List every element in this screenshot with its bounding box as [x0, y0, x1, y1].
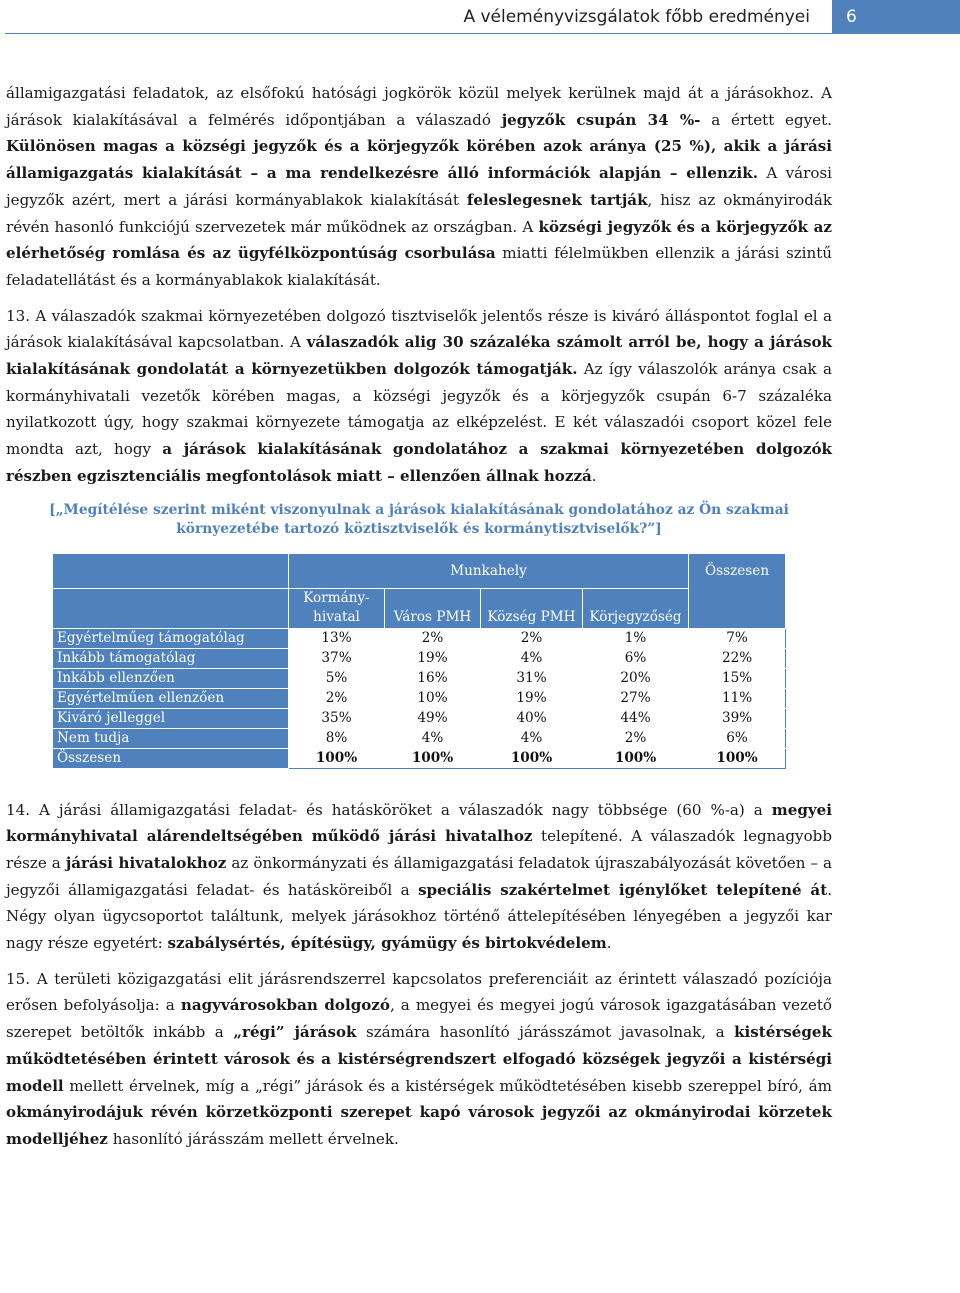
row-label: Összesen [53, 748, 289, 768]
p1-run: jegyzők csupán 34 %- [501, 110, 701, 129]
table-cell: 4% [481, 728, 583, 748]
col-header: Község PMH [481, 588, 583, 628]
page-header [0, 0, 960, 34]
group-header: Munkahely [289, 553, 689, 588]
col-header: Város PMH [385, 588, 481, 628]
p4-run: 15. A területi közigazgatási elit járásrendszerrel kapcsolatos preferenciáit az érintett válaszadó pozíciója erősen befolyásolja: a [6, 969, 832, 1015]
p1-run: államigazgatási feladatok, az elsőfokú hatósági jogkörök közül melyek kerülnek majd át a járásokhoz. A járások kialakításával a felmérés időpontjában a válaszadó [6, 84, 832, 129]
p1-run: A városi jegyzők azért, mert a járási kormányablakok kialakítását [6, 164, 832, 209]
table-cell: 19% [385, 648, 481, 668]
table-cell: 27% [583, 688, 689, 708]
p4-run: „régi” járások [233, 1023, 357, 1042]
p4-run: nagyvárosokban dolgozó [180, 996, 390, 1015]
table-cell: 100% [583, 748, 689, 768]
p2-run: . [591, 466, 597, 485]
p1-run: Különösen magas a községi jegyzők és a körjegyzők körében azok aránya (25 %), akik a járási államigazgatás kialakítását – a ma rendelkezésre álló információk alapján – ellenzik. [6, 137, 832, 183]
corner-cell [53, 553, 289, 588]
page-number: 6 [832, 0, 960, 34]
total-header: Összesen [689, 553, 786, 628]
p3-run: járási hivatalokhoz [65, 853, 227, 872]
row-label: Inkább támogatólag [53, 648, 289, 668]
table-cell: 16% [385, 668, 481, 688]
table-caption: [„Megítélése szerint miként viszonyulnak a járások kialakításának gondolatához az Ön szakmai környezetébe tartozó köztisztviselők és kormánytisztviselők?”] [49, 501, 789, 537]
p3-run: speciális szakértelmet igénylőket telepítené át [418, 880, 828, 899]
row-label: Egyértelműeg támogatólag [53, 628, 289, 648]
table-cell: 10% [385, 688, 481, 708]
table-cell: 4% [385, 728, 481, 748]
table-cell: 11% [689, 688, 786, 708]
table-cell: 31% [481, 668, 583, 688]
table-cell: 2% [289, 688, 385, 708]
table-cell: 19% [481, 688, 583, 708]
table-cell: 2% [385, 628, 481, 648]
p1-run: feleslegesnek tartják [466, 190, 648, 209]
header-title: A véleményvizsgálatok főbb eredményei [463, 7, 810, 27]
p1-run: miatti félelmükben ellenzik a járási szintű feladatellátást és a kormányablakok kialakítását. [6, 244, 832, 289]
table-cell: 37% [289, 648, 385, 668]
p2-run: válaszadók alig 30 százaléka számolt arról be, hogy a járások kialakításának gondolatát a környezetükben dolgozók támogatják. [6, 333, 833, 379]
table-cell: 2% [583, 728, 689, 748]
p3-run: . [606, 934, 612, 953]
table-row [53, 708, 786, 728]
col-header: Kormány-hivatal [289, 588, 385, 628]
p4-run: hasonlító járásszám mellett érvelnek. [107, 1129, 399, 1148]
p3-run: az önkormányzati és államigazgatási feladatok újraszabályozását követően – a jegyzői államigazgatási feladat- és hatásköreiből a [6, 853, 833, 899]
table-cell: 20% [583, 668, 689, 688]
table-cell: 6% [583, 648, 689, 668]
table-cell: 7% [689, 628, 786, 648]
table-cell: 49% [385, 708, 481, 728]
p4-run: mellett érvelnek, míg a „régi” járások és a kistérségek működtetésében kisebb szereppel bíró, ám [63, 1076, 832, 1095]
table-cell: 13% [289, 628, 385, 648]
p4-run: kistérségek működtetésében érintett városok és a kistérségrendszert elfogadó községek jegyzői a kistérségi modell [6, 1023, 832, 1095]
row-label: Egyértelműen ellenzően [53, 688, 289, 708]
row-label: Inkább ellenzően [53, 668, 289, 688]
table-cell: 6% [689, 728, 786, 748]
table-row [53, 748, 786, 768]
paragraph-15 [6, 966, 832, 1153]
paragraph-1 [6, 80, 832, 294]
table-row [53, 728, 786, 748]
table-cell: 5% [289, 668, 385, 688]
col-header: Körjegyzőség [583, 588, 689, 628]
p3-run: 14. A járási államigazgatási feladat- és hatásköröket a válaszadók nagy többsége (60 %-a) a [6, 800, 772, 819]
table-cell: 39% [689, 708, 786, 728]
table-cell: 2% [481, 628, 583, 648]
row-label: Kiváró jelleggel [53, 708, 289, 728]
p4-run: , a megyei és megyei jogú városok igazgatásában vezető szerepet betöltők inkább a [6, 996, 832, 1042]
table-cell: 100% [289, 748, 385, 768]
p2-run: Az így válaszolók aránya csak a kormányhivatali vezetők körében magas, a községi jegyzők és a körjegyzők csupán 6-7 százaléka nyilatkozott úgy, hogy szakmai környezete támogatja az elképzelést. E két válaszadói csoport közel fele mondta azt, hogy [6, 360, 832, 459]
table-cell: 100% [481, 748, 583, 768]
table-cell: 15% [689, 668, 786, 688]
table-cell: 22% [689, 648, 786, 668]
row-label: Nem tudja [53, 728, 289, 748]
survey-table [52, 553, 786, 769]
p4-run: számára hasonlító járásszámot javasolnak, a [356, 1023, 735, 1042]
p2-run: a járások kialakításának gondolatához a szakmai környezetében dolgozók részben egzisztenciális megfontolások miatt – ellenzően állnak hozzá [6, 440, 832, 485]
table-cell: 100% [689, 748, 786, 768]
paragraph-14 [6, 797, 832, 957]
table-row [53, 688, 786, 708]
p3-run: . Négy olyan ügycsoportot találtunk, melyek járásokhoz történő áttelepítésében lényegében a jegyzői kar nagy része egyetért: [6, 880, 832, 953]
p3-run: telepítené. A válaszadók legnagyobb része a [6, 827, 832, 872]
p1-run: a értett egyet. [711, 110, 832, 129]
table-cell: 8% [289, 728, 385, 748]
table-cell: 40% [481, 708, 583, 728]
table-cell: 4% [481, 648, 583, 668]
table-row [53, 648, 786, 668]
p2-run: 13. A válaszadók szakmai környezetében dolgozó tisztviselők jelentős része is kiváró álláspontot foglal el a járások kialakításával kapcsolatban. A [6, 306, 832, 352]
p3-run: szabálysértés, építésügy, gyámügy és birtokvédelem [167, 934, 607, 953]
page-content [6, 80, 832, 1153]
p4-run: okmányirodájuk révén körzetközponti szerepet kapó városok jegyzői az okmányirodai körzetek modelljéhez [6, 1103, 832, 1148]
paragraph-13 [6, 303, 832, 490]
table-cell: 1% [583, 628, 689, 648]
table-cell: 35% [289, 708, 385, 728]
table-row [53, 668, 786, 688]
header-rule [5, 33, 832, 34]
p1-run: községi jegyzők és a körjegyzők az elérhetőség romlása és az ügyfélközpontúság csorbulása [6, 217, 832, 263]
table-row [53, 628, 786, 648]
corner-cell [53, 588, 289, 628]
p3-run: megyei kormányhivatal alárendeltségében működő járási hivatalhoz [6, 800, 832, 846]
p1-run: , hisz az okmányirodák révén hasonló funkciójú szervezetek már működnek az országban. A [6, 190, 833, 236]
table-cell: 100% [385, 748, 481, 768]
table-cell: 44% [583, 708, 689, 728]
